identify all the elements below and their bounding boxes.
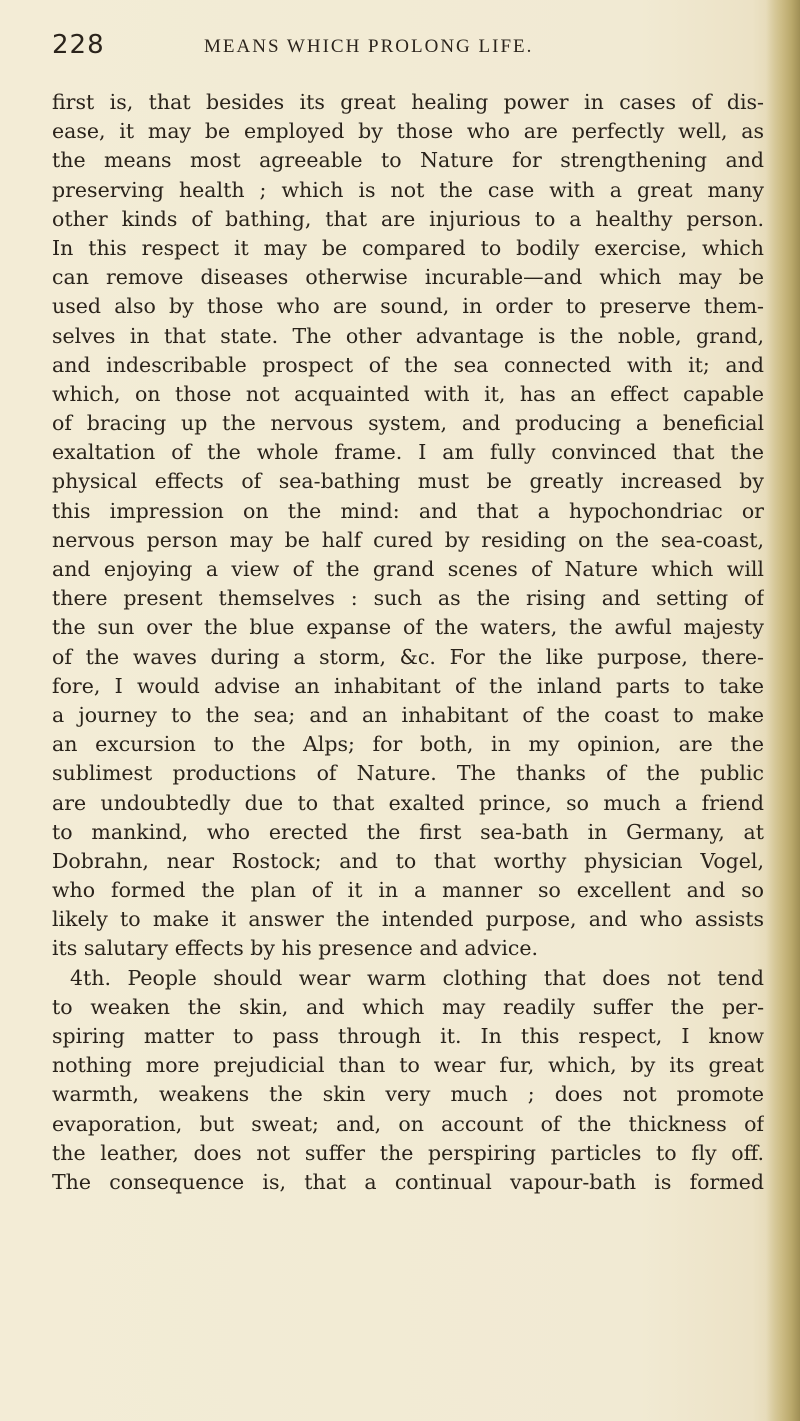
text-line: of the waves during a storm, &c. For the like purpose, there- — [52, 644, 764, 669]
text-line: who formed the plan of it in a manner so excellent and so — [52, 878, 764, 903]
text-line: nervous person may be half cured by residing on the sea-coast, — [52, 527, 764, 552]
text-line: other kinds of bathing, that are injurious to a healthy person. — [52, 206, 764, 231]
text-line: of bracing up the nervous system, and producing a beneficial — [52, 411, 764, 436]
text-line: likely to make it answer the intended purpose, and who assists — [52, 907, 764, 932]
text-line: fore, I would advise an inhabitant of the inland parts to take — [52, 673, 764, 698]
text-line: can remove diseases otherwise incurable—and which may be — [52, 265, 764, 290]
text-line: nothing more prejudicial than to wear fur, which, by its great — [52, 1053, 764, 1078]
text-line: and indescribable prospect of the sea connected with it; and — [52, 352, 764, 377]
text-line: are undoubtedly due to that exalted prince, so much a friend — [52, 790, 764, 815]
text-line: exaltation of the whole frame. I am fully convinced that the — [52, 440, 764, 465]
text-line: this impression on the mind: and that a hypochondriac or — [52, 498, 764, 523]
running-head — [52, 30, 762, 64]
text-line: the means most agreeable to Nature for strengthening and — [52, 148, 764, 173]
text-line: and enjoying a view of the grand scenes of Nature which will — [52, 557, 764, 581]
text-line: an excursion to the Alps; for both, in my opinion, are the — [52, 732, 764, 757]
text-line: The consequence is, that a continual vapour-bath is formed — [52, 1169, 764, 1194]
text-line: to mankind, who erected the first sea-bath in Germany, at — [52, 819, 764, 844]
text-line: which, on those not acquainted with it, has an effect capable — [52, 381, 764, 406]
text-line: selves in that state. The other advantage is the noble, grand, — [52, 323, 764, 348]
text-line: the sun over the blue expanse of the waters, the awful majesty — [52, 615, 764, 640]
page-number: 228 — [52, 30, 105, 60]
paragraph-1 — [52, 88, 764, 964]
text-line: physical effects of sea-bathing must be greatly increased by — [52, 469, 764, 494]
text-line: to weaken the skin, and which may readily suffer the per- — [52, 994, 764, 1019]
text-line: spiring matter to pass through it. In this respect, I know — [52, 1024, 764, 1048]
paragraph-2 — [52, 964, 764, 1198]
text-line: warmth, weakens the skin very much ; does not promote — [52, 1082, 764, 1107]
body-text — [52, 88, 764, 1197]
text-line: Dobrahn, near Rostock; and to that worthy physician Vogel, — [52, 848, 764, 873]
text-line: its salutary effects by his presence and advice. — [52, 936, 539, 961]
text-line: there present themselves : such as the rising and setting of — [52, 586, 764, 611]
text-line: first is, that besides its great healing power in cases of dis- — [52, 90, 764, 114]
text-line: In this respect it may be compared to bodily exercise, which — [52, 235, 764, 260]
text-line: preserving health ; which is not the case with a great many — [52, 177, 764, 202]
text-line: sublimest productions of Nature. The thanks of the public — [52, 761, 764, 786]
text-line: used also by those who are sound, in order to preserve them- — [52, 294, 764, 319]
running-title: MEANS WHICH PROLONG LIFE. — [204, 36, 534, 57]
text-line: ease, it may be employed by those who are perfectly well, as — [52, 119, 764, 144]
text-line: a journey to the sea; and an inhabitant of the coast to make — [52, 702, 764, 727]
page-edge-shadow — [766, 0, 800, 1421]
text-line: 4th. People should wear warm clothing that does not tend — [70, 965, 764, 990]
text-line: evaporation, but sweat; and, on account of the thickness of — [52, 1111, 764, 1136]
text-line: the leather, does not suffer the perspiring particles to fly off. — [52, 1140, 764, 1165]
